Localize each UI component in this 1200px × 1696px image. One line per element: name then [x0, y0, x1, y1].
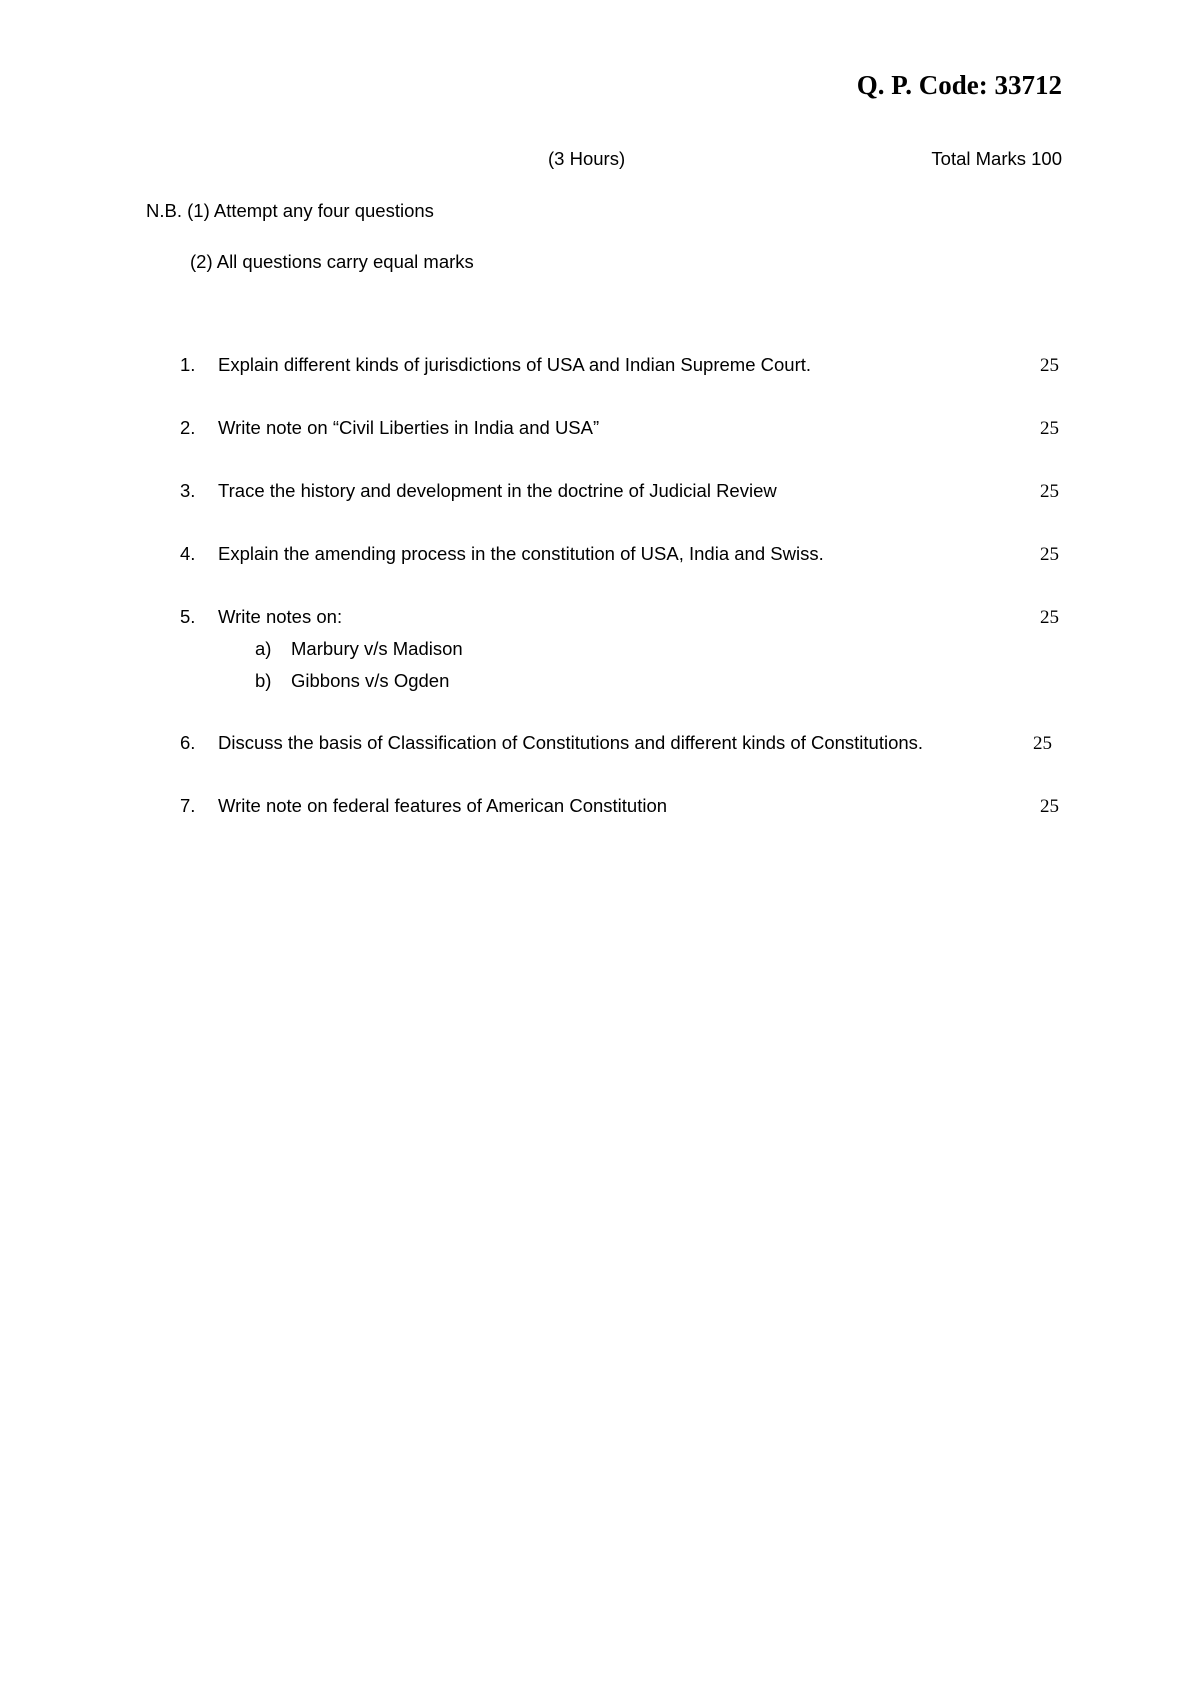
- sub-question-text: Marbury v/s Madison: [291, 638, 463, 659]
- question-marks: 25: [1040, 796, 1059, 817]
- question-number: 3.: [180, 480, 196, 501]
- question-number: 6.: [180, 732, 196, 753]
- question-text: Write note on “Civil Liberties in India and USA”: [218, 417, 600, 438]
- question-text: Discuss the basis of Classification of Constitutions and different kinds of Constitutions.: [218, 732, 924, 753]
- question-text: Trace the history and development in the doctrine of Judicial Review: [218, 480, 777, 501]
- question-marks: 25: [1040, 544, 1059, 565]
- instruction-2: (2) All questions carry equal marks: [190, 251, 474, 272]
- sub-question-label: b): [255, 670, 272, 691]
- question-number: 1.: [180, 354, 196, 375]
- question-number: 4.: [180, 543, 196, 564]
- question-text: Explain different kinds of jurisdictions of USA and Indian Supreme Court.: [218, 354, 812, 375]
- question-marks: 25: [1040, 355, 1059, 376]
- question-text: Write notes on:: [218, 606, 343, 627]
- question-number: 5.: [180, 606, 196, 627]
- instruction-1: N.B. (1) Attempt any four questions: [146, 200, 434, 221]
- question-number: 7.: [180, 795, 196, 816]
- exam-duration: (3 Hours): [548, 148, 626, 169]
- question-marks: 25: [1033, 733, 1052, 754]
- question-number: 2.: [180, 417, 196, 438]
- question-text: Explain the amending process in the constitution of USA, India and Swiss.: [218, 543, 824, 564]
- total-marks: Total Marks 100: [931, 148, 1062, 169]
- question-marks: 25: [1040, 607, 1059, 628]
- question-text: Write note on federal features of American Constitution: [218, 795, 668, 816]
- sub-question-label: a): [255, 638, 272, 659]
- question-marks: 25: [1040, 418, 1059, 439]
- question-marks: 25: [1040, 481, 1059, 502]
- qp-code-heading: Q. P. Code: 33712: [856, 70, 1062, 100]
- sub-question-text: Gibbons v/s Ogden: [291, 670, 450, 691]
